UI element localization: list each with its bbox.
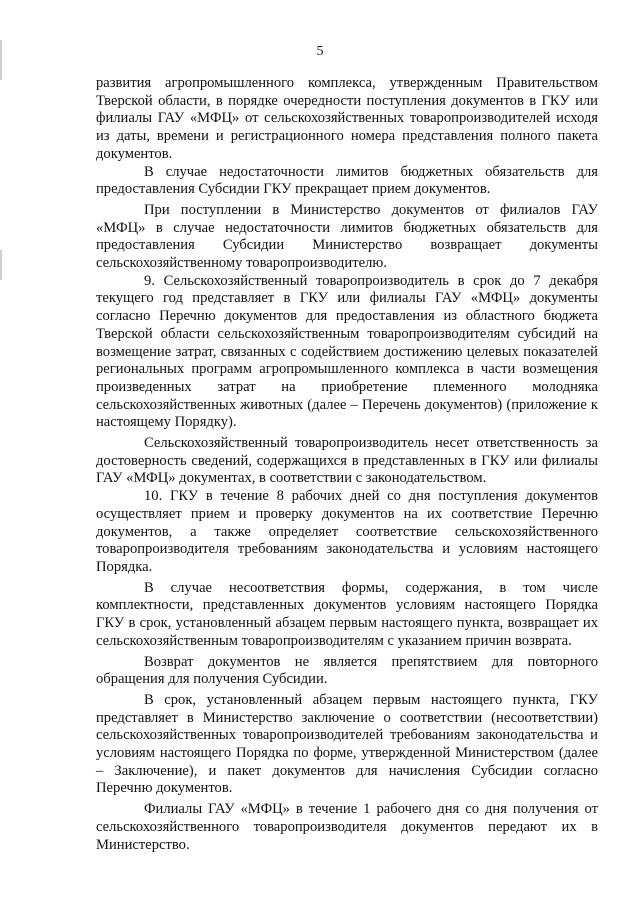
paragraph-item-10: 10. ГКУ в течение 8 рабочих дней со дня поступления документов осуществляет прием и проверку документов на их соответствие Перечню документов, а также определяет соответствие сельскохозяйственного товаропроизводителя требованиям законодательства и условиям настоящего Порядка. <box>96 488 598 575</box>
paragraph: В случае недостаточности лимитов бюджетных обязательств для предоставления Субсидии ГКУ прекращает прием документов. <box>96 163 598 198</box>
page-number: 5 <box>316 44 324 59</box>
paragraph: Сельскохозяйственный товаропроизводитель несет ответственность за достоверность сведений, содержащихся в представленных в ГКУ или филиалы ГАУ «МФЦ» документах, в соответствии с законодательством. <box>96 435 598 487</box>
paragraph: В случае несоответствия формы, содержания, в том числе комплектности, представленных документов условиям настоящего Порядка ГКУ в срок, установленный абзацем первым настоящего пункта, возвращает их сельскохозяйственным товаропроизводителям с указанием причин возврата. <box>96 579 598 649</box>
paragraph: Филиалы ГАУ «МФЦ» в течение 1 рабочего дня со дня получения от сельскохозяйственного товаропроизводителя документов передают их в Министерство. <box>96 801 598 853</box>
document-body <box>96 75 598 854</box>
paragraph-continuation: развития агропромышленного комплекса, утвержденным Правительством Тверской области, в порядке очередности поступления документов в ГКУ или филиалы ГАУ «МФЦ» от сельскохозяйственных товаропроизводителей исходя из даты, времени и регистрационного номера представления полного пакета документов. <box>96 75 598 162</box>
paragraph: В срок, установленный абзацем первым настоящего пункта, ГКУ представляет в Министерство заключение о соответствии (несоответствии) сельскохозяйственных товаропроизводителей требованиям законодательства и условиям настоящего Порядка по форме, утвержденной Министерством (далее – Заключение), и пакет документов для начисления Субсидии согласно Перечню документов. <box>96 691 598 797</box>
paragraph: При поступлении в Министерство документов от филиалов ГАУ «МФЦ» в случае недостаточности лимитов бюджетных обязательств для предоставления Субсидии Министерство возвращает документы сельскохозяйственному товаропроизводителю. <box>96 201 598 272</box>
paragraph-item-9: 9. Сельскохозяйственный товаропроизводитель в срок до 7 декабря текущего год представляет в ГКУ или филиалы ГАУ «МФЦ» документы согласно Перечню документов для предоставления из областного бюджета Тверской области сельскохозяйственным товаропроизводителям субсидий на возмещение затрат, связанных с содействием достижению целевых показателей региональных программ агропромышленного комплекса в части возмещения произведенных затрат на приобретение племенного молодняка сельскохозяйственных животных (далее – Перечень документов) (приложение к настоящему Порядку). <box>96 272 598 431</box>
scan-artifact <box>0 250 2 280</box>
paragraph: Возврат документов не является препятствием для повторного обращения для получения Субсидии. <box>96 653 598 688</box>
